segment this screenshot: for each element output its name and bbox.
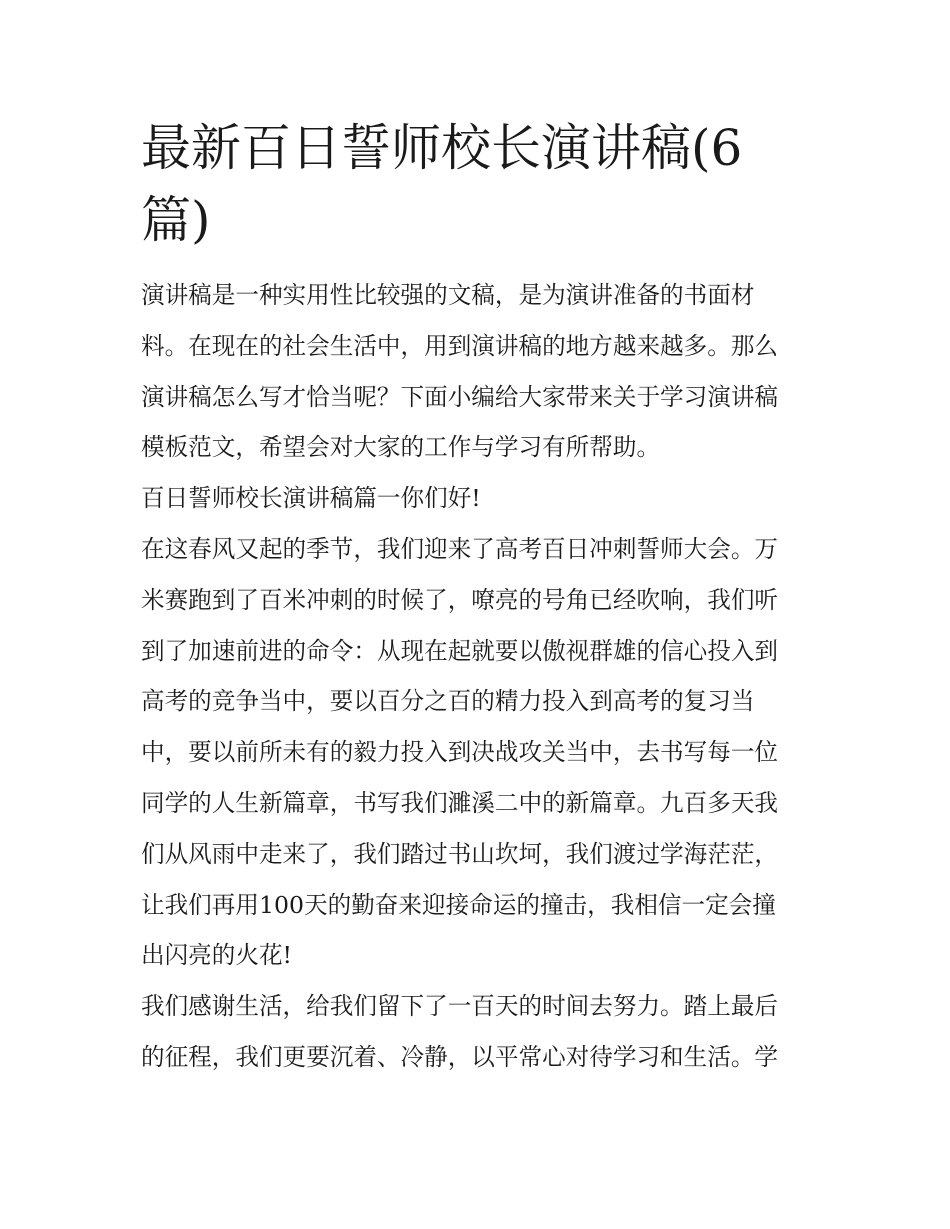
paragraph-section-heading [141,473,813,524]
text-line: 的征程，我们更要沉着、冷静，以平常心对待学习和生活。学 [141,1042,779,1071]
paragraph-speech-1 [141,524,813,981]
text-line: 中，要以前所未有的毅力投入到决战攻关当中，去书写每一位 [141,738,779,767]
text-line: 在这春风又起的季节，我们迎来了高考百日冲刺誓师大会。万 [141,534,779,563]
text-line: 我们感谢生活，给我们留下了一百天的时间去努力。踏上最后 [141,992,779,1021]
document-title [141,112,741,256]
text-line: 米赛跑到了百米冲刺的时候了，嘹亮的号角已经吹响，我们听 [141,585,779,614]
text-line: 料。在现在的社会生活中，用到演讲稿的地方越来越多。那么 [141,331,779,360]
paragraph-speech-2 [141,981,813,1083]
text-line: 高考的竞争当中，要以百分之百的精力投入到高考的复习当 [141,687,755,716]
text-line: 让我们再用100天的勤奋来迎接命运的撞击，我相信一定会撞 [141,890,776,919]
paragraph-intro [141,270,813,473]
document-page [141,112,813,1083]
text-line: 百日誓师校长演讲稿篇一你们好! [141,484,481,513]
text-line: 到了加速前进的命令：从现在起就要以傲视群雄的信心投入到 [141,636,779,665]
title-line: 篇) [141,191,211,249]
text-line: 模板范文，希望会对大家的工作与学习有所帮助。 [141,433,661,462]
text-line: 出闪亮的火花! [141,941,293,970]
document-body [141,270,813,1083]
text-line: 演讲稿怎么写才恰当呢？下面小编给大家带来关于学习演讲稿 [141,382,779,411]
title-line: 最新百日誓师校长演讲稿(6 [141,119,743,177]
text-line: 同学的人生新篇章，书写我们濉溪二中的新篇章。九百多天我 [141,788,779,817]
text-line: 们从风雨中走来了，我们踏过书山坎坷，我们渡过学海茫茫， [141,839,779,868]
text-line: 演讲稿是一种实用性比较强的文稿，是为演讲准备的书面材 [141,281,755,309]
